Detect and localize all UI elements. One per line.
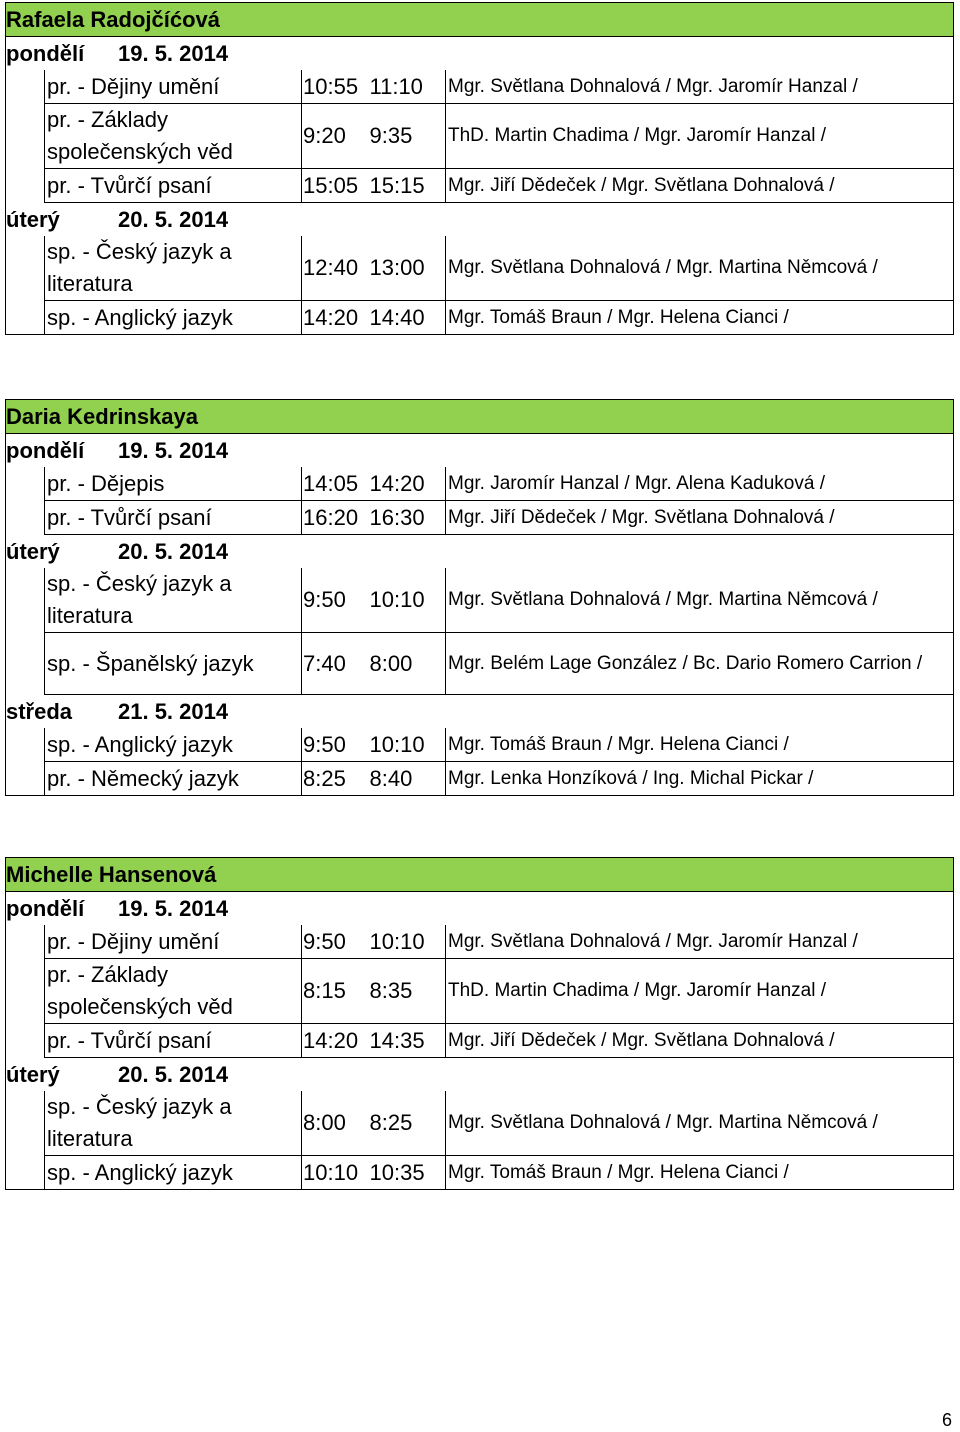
end-time: 8:00 (369, 633, 446, 695)
subject: sp. - Český jazyk a literatura (45, 236, 302, 301)
page-number: 6 (941, 1410, 952, 1430)
student-name: Daria Kedrinskaya (6, 400, 954, 434)
teachers: Mgr. Tomáš Braun / Mgr. Helena Cianci / (446, 301, 954, 335)
start-time: 14:20 (302, 1024, 369, 1058)
table-row (6, 70, 954, 104)
end-time: 11:10 (369, 70, 446, 104)
teachers: Mgr. Jiří Dědeček / Mgr. Světlana Dohnalová / (446, 1024, 954, 1058)
table-row (6, 467, 954, 501)
table-row (6, 301, 954, 335)
day-date: 20. 5. 2014 (118, 206, 229, 232)
teachers: Mgr. Světlana Dohnalová / Mgr. Martina Němcová / (446, 236, 954, 301)
start-time: 14:20 (302, 301, 369, 335)
table-row (6, 1024, 954, 1058)
teachers: Mgr. Jiří Dědeček / Mgr. Světlana Dohnalová / (446, 169, 954, 203)
table-row (6, 925, 954, 959)
schedule-table (5, 2, 954, 335)
end-time: 8:35 (369, 959, 446, 1024)
student-name: Michelle Hansenová (6, 858, 954, 892)
table-row (6, 1091, 954, 1156)
day-name: úterý (6, 206, 60, 232)
day-header (6, 1058, 954, 1092)
day-date: 19. 5. 2014 (118, 40, 229, 66)
day-header (6, 434, 954, 468)
teachers: Mgr. Jaromír Hanzal / Mgr. Alena Kaduková / (446, 467, 954, 501)
student-block (5, 857, 953, 1190)
start-time: 14:05 (302, 467, 369, 501)
start-time: 9:50 (302, 925, 369, 959)
student-name: Rafaela Radojčíćová (6, 3, 954, 37)
table-row (6, 568, 954, 633)
day-name: úterý (6, 1061, 60, 1087)
teachers: Mgr. Světlana Dohnalová / Mgr. Martina Němcová / (446, 1091, 954, 1156)
start-time: 8:25 (302, 762, 369, 796)
student-block (5, 2, 953, 335)
start-time: 16:20 (302, 501, 369, 535)
table-row (6, 959, 954, 1024)
end-time: 10:35 (369, 1156, 446, 1190)
day-date: 20. 5. 2014 (118, 1061, 229, 1087)
teachers: Mgr. Světlana Dohnalová / Mgr. Jaromír Hanzal / (446, 70, 954, 104)
subject: pr. - Tvůrčí psaní (45, 501, 302, 535)
table-row (6, 236, 954, 301)
day-name: pondělí (6, 437, 85, 463)
day-header (6, 37, 954, 71)
table-row (6, 104, 954, 169)
start-time: 7:40 (302, 633, 369, 695)
teachers: Mgr. Belém Lage González / Bc. Dario Romero Carrion / (446, 633, 954, 695)
subject: pr. - Tvůrčí psaní (45, 1024, 302, 1058)
day-date: 19. 5. 2014 (118, 895, 229, 921)
subject: pr. - Dějiny umění (45, 925, 302, 959)
start-time: 10:55 (302, 70, 369, 104)
table-row (6, 1156, 954, 1190)
teachers: Mgr. Světlana Dohnalová / Mgr. Martina Němcová / (446, 568, 954, 633)
start-time: 15:05 (302, 169, 369, 203)
end-time: 8:40 (369, 762, 446, 796)
day-date: 20. 5. 2014 (118, 538, 229, 564)
start-time: 10:10 (302, 1156, 369, 1190)
end-time: 10:10 (369, 568, 446, 633)
end-time: 8:25 (369, 1091, 446, 1156)
end-time: 15:15 (369, 169, 446, 203)
subject: sp. - Anglický jazyk (45, 728, 302, 762)
start-time: 8:15 (302, 959, 369, 1024)
subject: pr. - Německý jazyk (45, 762, 302, 796)
start-time: 9:50 (302, 728, 369, 762)
day-name: pondělí (6, 40, 85, 66)
subject: pr. - Tvůrčí psaní (45, 169, 302, 203)
day-date: 21. 5. 2014 (118, 698, 229, 724)
day-header (6, 695, 954, 729)
end-time: 10:10 (369, 728, 446, 762)
day-name: pondělí (6, 895, 85, 921)
schedule-table (5, 399, 954, 796)
table-row (6, 633, 954, 695)
subject: sp. - Španělský jazyk (45, 633, 302, 695)
table-row (6, 501, 954, 535)
teachers: Mgr. Jiří Dědeček / Mgr. Světlana Dohnalová / (446, 501, 954, 535)
student-block (5, 399, 953, 796)
end-time: 14:35 (369, 1024, 446, 1058)
end-time: 14:40 (369, 301, 446, 335)
teachers: Mgr. Světlana Dohnalová / Mgr. Jaromír Hanzal / (446, 925, 954, 959)
subject: pr. - Základy společenských věd (45, 104, 302, 169)
subject: sp. - Anglický jazyk (45, 1156, 302, 1190)
end-time: 10:10 (369, 925, 446, 959)
start-time: 8:00 (302, 1091, 369, 1156)
table-row (6, 762, 954, 796)
day-header (6, 535, 954, 569)
subject: pr. - Dějepis (45, 467, 302, 501)
end-time: 9:35 (369, 104, 446, 169)
start-time: 9:50 (302, 568, 369, 633)
day-name: středa (6, 698, 73, 724)
teachers: Mgr. Lenka Honzíková / Ing. Michal Pickar / (446, 762, 954, 796)
table-row (6, 169, 954, 203)
teachers: Mgr. Tomáš Braun / Mgr. Helena Cianci / (446, 1156, 954, 1190)
start-time: 12:40 (302, 236, 369, 301)
teachers: Mgr. Tomáš Braun / Mgr. Helena Cianci / (446, 728, 954, 762)
end-time: 14:20 (369, 467, 446, 501)
end-time: 16:30 (369, 501, 446, 535)
teachers: ThD. Martin Chadima / Mgr. Jaromír Hanzal / (446, 959, 954, 1024)
start-time: 9:20 (302, 104, 369, 169)
subject: sp. - Český jazyk a literatura (45, 1091, 302, 1156)
teachers: ThD. Martin Chadima / Mgr. Jaromír Hanzal / (446, 104, 954, 169)
end-time: 13:00 (369, 236, 446, 301)
table-row (6, 728, 954, 762)
day-name: úterý (6, 538, 60, 564)
subject: sp. - Anglický jazyk (45, 301, 302, 335)
subject: pr. - Dějiny umění (45, 70, 302, 104)
day-header (6, 203, 954, 237)
day-header (6, 892, 954, 926)
schedule-table (5, 857, 954, 1190)
subject: sp. - Český jazyk a literatura (45, 568, 302, 633)
subject: pr. - Základy společenských věd (45, 959, 302, 1024)
day-date: 19. 5. 2014 (118, 437, 229, 463)
